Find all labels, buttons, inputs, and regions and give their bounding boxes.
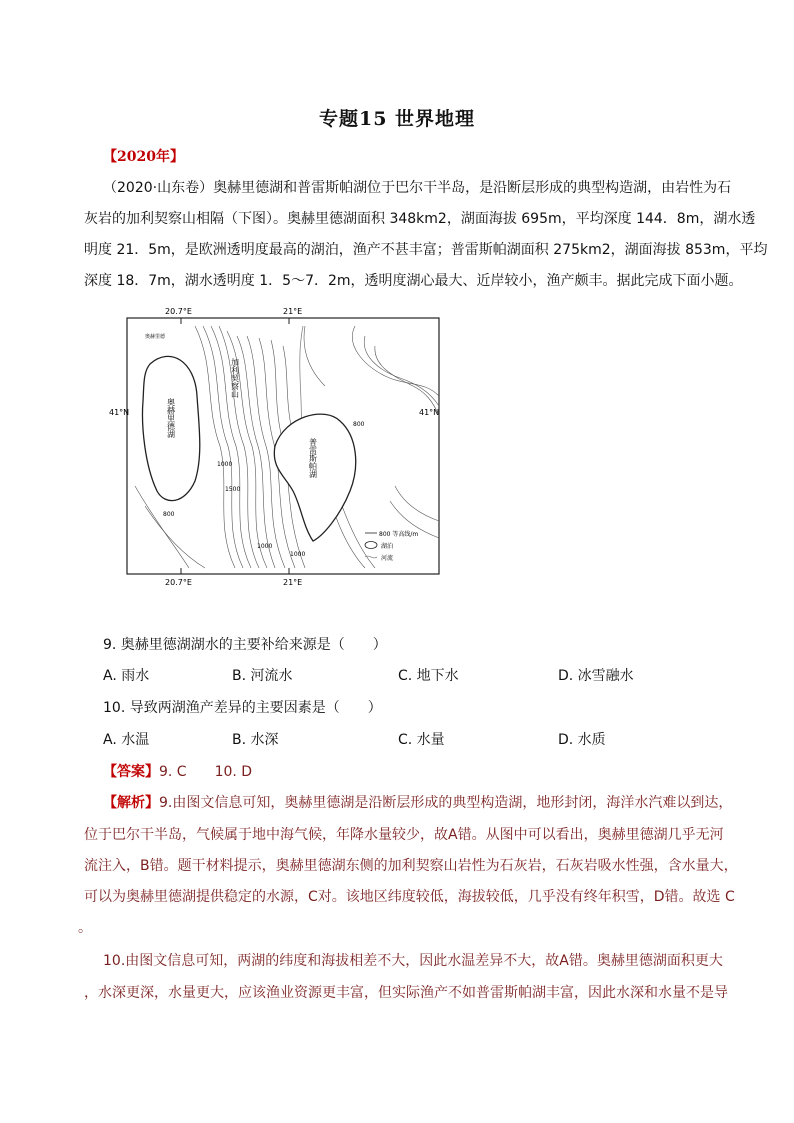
answer-row xyxy=(103,761,252,781)
answer-text: 9. C 10. D xyxy=(159,764,253,780)
analysis2-line-1: 10.由图文信息可知，两湖的纬度和海拔相差不大，因此水温差异不大，故A错。奥赫里德湖面积更大 xyxy=(103,953,723,969)
legend-lake: 湖泊 xyxy=(381,543,394,550)
lon-label-bottom-right: 21°E xyxy=(283,578,303,587)
q10-option-c: C. 水量 xyxy=(398,732,445,748)
q10-option-d: D. 水质 xyxy=(558,732,606,748)
lake-map xyxy=(109,306,445,588)
year-tag: 【2020年】 xyxy=(103,149,184,165)
q9-option-c: C. 地下水 xyxy=(398,668,459,684)
analysis-line-4: 可以为奥赫里德湖提供稳定的水源，C对。该地区纬度较低，海拔较低，几乎没有终年积雪，D错。故选 C xyxy=(84,889,735,905)
contour-label-6: 1000 xyxy=(290,551,306,558)
question-10-stem: 10. 导致两湖渔产差异的主要因素是（ ） xyxy=(103,700,382,716)
q9-option-b: B. 河流水 xyxy=(232,668,293,684)
analysis-line-1: 【解析】9.由图文信息可知，奥赫里德湖是沿断层形成的典型构造湖，地形封闭，海洋水汽难以到达， xyxy=(103,795,733,811)
analysis-line-2: 位于巴尔干半岛，气候属于地中海气候，年降水量较少，故A错。从图中可以看出，奥赫里德湖几乎无河 xyxy=(84,827,724,843)
lon-label-top-right: 21°E xyxy=(283,307,303,316)
intro-line-3: 明度 21．5m，是欧洲透明度最高的湖泊，渔产不甚丰富；普雷斯帕湖面积 275km2，湖面海拔 853m，平均 xyxy=(84,242,768,258)
contour-label-2: 1000 xyxy=(217,461,233,468)
intro-line-1: （2020·山东卷）奥赫里德湖和普雷斯帕湖位于巴尔干半岛，是沿断层形成的典型构造湖，由岩性为石 xyxy=(103,180,732,196)
question-9-stem: 9. 奥赫里德湖湖水的主要补给来源是（ ） xyxy=(103,637,387,653)
contour-label-5: 800 xyxy=(353,421,365,428)
legend-contour: 800 等高线/m xyxy=(379,531,419,538)
answer-label: 【答案】 xyxy=(103,764,159,780)
lon-label-bottom-left: 20.7°E xyxy=(165,578,192,587)
intro-line-2: 灰岩的加利契察山相隔（下图）。奥赫里德湖面积 348km2，湖面海拔 695m，平均深度 144．8m，湖水透 xyxy=(84,211,756,227)
q9-option-a: A. 雨水 xyxy=(103,668,150,684)
analysis-label: 【解析】 xyxy=(103,795,159,811)
analysis-line-5: 。 xyxy=(78,920,92,936)
mountain-label: 加利契察山 xyxy=(230,358,240,398)
lake2-label: 普雷斯帕湖 xyxy=(308,438,318,478)
intro-line-4: 深度 18．7m，湖水透明度 1．5～7．2m，透明度湖心最大、近岸较小，渔产颇丰。据此完成下面小题。 xyxy=(84,273,743,289)
analysis2-line-2: ，水深更深，水量更大，应该渔业资源更丰富，但实际渔产不如普雷斯帕湖丰富，因此水深和水量不是导 xyxy=(84,985,728,1001)
lat-label-right: 41°N xyxy=(419,408,440,417)
lon-label-top-left: 20.7°E xyxy=(165,307,192,316)
contour-label-1: 800 xyxy=(163,511,175,518)
contour-label-4: 1000 xyxy=(257,543,273,550)
lat-label-left: 41°N xyxy=(109,408,130,417)
corner-note: 奥赫里德 xyxy=(145,334,166,340)
page-title: 专题15 世界地理 xyxy=(318,108,476,130)
q9-option-d: D. 冰雪融水 xyxy=(558,668,634,684)
analysis-line-3: 流注入，B错。题干材料提示，奥赫里德湖东侧的加利契察山岩性为石灰岩，石灰岩吸水性强，含水量大， xyxy=(84,858,738,874)
q10-option-a: A. 水温 xyxy=(103,732,150,748)
q10-option-b: B. 水深 xyxy=(232,732,279,748)
lake1-label: 奥赫里德湖 xyxy=(166,398,176,438)
contour-label-3: 1500 xyxy=(225,486,241,493)
legend-river: 河流 xyxy=(381,555,394,562)
